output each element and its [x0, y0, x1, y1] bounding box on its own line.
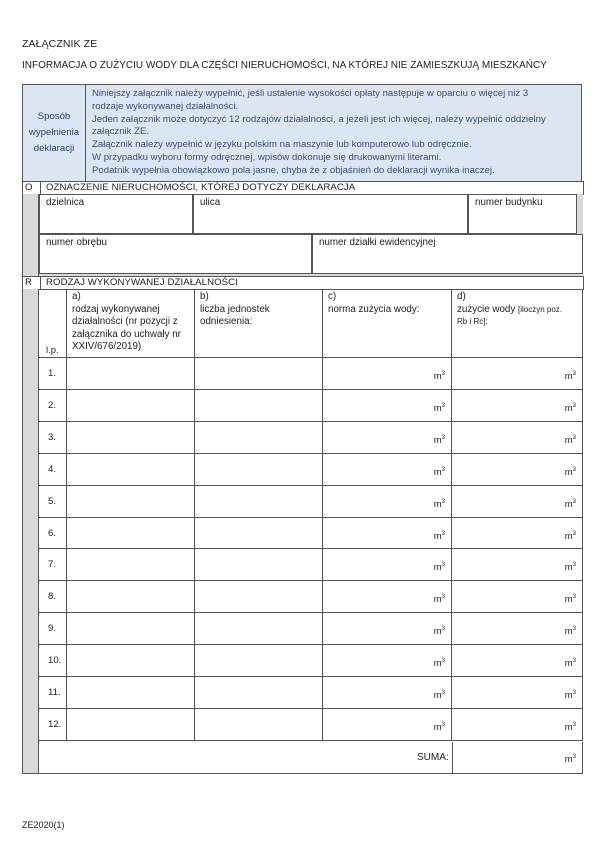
lp-header-label: l.p. [46, 345, 59, 356]
unit-m3 [565, 690, 576, 701]
unit-m3 [565, 722, 576, 733]
column-a-text: rodzaj wykonywanej [72, 303, 160, 315]
row-number-cell [39, 422, 67, 454]
activity-type-field[interactable] [67, 709, 195, 741]
row-number-cell [39, 454, 67, 486]
unit-m3 [434, 371, 445, 382]
unit-superscript: 3 [441, 531, 445, 537]
instructions-label-line: wypełnienia [28, 126, 80, 138]
unit-superscript: 3 [572, 658, 576, 664]
unit-superscript: 3 [572, 722, 576, 728]
ulica-field[interactable] [193, 194, 468, 234]
row-number: 11. [48, 687, 61, 698]
unit-m3 [434, 722, 445, 733]
units-count-field[interactable] [195, 677, 323, 709]
row-number: 8. [48, 591, 57, 602]
unit-label: m [564, 435, 573, 447]
unit-m3 [565, 499, 576, 510]
unit-superscript: 3 [441, 435, 445, 441]
water-usage-field[interactable] [452, 486, 583, 518]
ulica-label: ulica [200, 197, 221, 208]
unit-superscript: 3 [441, 690, 445, 696]
row-number-cell [39, 709, 67, 741]
unit-m3 [565, 467, 576, 478]
activity-type-field[interactable] [67, 677, 195, 709]
numer-obrebu-field[interactable] [39, 234, 312, 274]
unit-m3 [565, 626, 576, 637]
unit-m3 [565, 594, 576, 605]
unit-m3 [565, 435, 576, 446]
unit-label: m [564, 626, 573, 638]
unit-m3 [434, 626, 445, 637]
activity-type-field[interactable] [67, 486, 195, 518]
water-norm-field[interactable] [323, 549, 452, 581]
units-count-field[interactable] [195, 709, 323, 741]
unit-m3 [434, 690, 445, 701]
water-norm-field[interactable] [323, 390, 452, 422]
unit-label: m [564, 467, 573, 479]
row-number-cell [39, 518, 67, 549]
units-count-field[interactable] [195, 390, 323, 422]
water-norm-field[interactable] [323, 709, 452, 741]
units-count-field[interactable] [195, 581, 323, 613]
unit-label: m [433, 467, 442, 479]
unit-m3 [565, 403, 576, 414]
row-number: 3. [48, 432, 57, 443]
unit-superscript: 3 [572, 435, 576, 441]
instruction-line: Niniejszy załącznik należy wypełnić, jeśli ustalenie wysokości opłaty następuje w oparciu o więcej niż 3 [92, 88, 529, 99]
row-number: 10. [48, 655, 62, 666]
column-b-text: odniesienia: [200, 316, 253, 327]
unit-label: m [433, 690, 442, 702]
unit-m3 [565, 531, 576, 542]
instructions-label-line: Sposób [37, 110, 71, 122]
dzielnica-field[interactable] [39, 194, 193, 234]
instruction-line: Jeden załącznik może dotyczyć 12 rodzajów działalności, a jeżeli jest ich więcej, należy wypełnić oddzielny [92, 113, 546, 125]
unit-label: m [564, 690, 573, 702]
unit-superscript: 3 [572, 562, 576, 568]
water-usage-field[interactable] [452, 677, 583, 709]
unit-superscript: 3 [572, 371, 576, 377]
unit-label: m [564, 562, 573, 574]
unit-label: m [433, 531, 442, 543]
unit-m3 [434, 594, 445, 605]
column-d-text-main: zużycie wody [457, 303, 516, 315]
activity-type-field[interactable] [67, 581, 195, 613]
unit-superscript: 3 [441, 594, 445, 600]
instruction-line: rodzaje wykonywanej działalności. [92, 100, 239, 112]
row-number-cell [39, 486, 67, 518]
section-r-title: RODZAJ WYKONYWANEJ DZIAŁALNOŚCI [46, 277, 238, 288]
units-count-field[interactable] [195, 549, 323, 581]
units-count-field[interactable] [195, 613, 323, 645]
page-title: ZAŁĄCZNIK ZE [22, 38, 98, 50]
unit-label: m [433, 435, 442, 447]
unit-m3 [434, 531, 445, 542]
column-d-letter: d) [457, 291, 466, 302]
water-usage-field[interactable] [452, 422, 583, 454]
numer-obrebu-label: numer obrębu [46, 237, 107, 248]
units-count-field[interactable] [195, 486, 323, 518]
section-o-letter: O [23, 182, 41, 194]
instructions-box [22, 84, 582, 182]
unit-label: m [564, 371, 573, 383]
water-norm-field[interactable] [323, 518, 452, 549]
unit-label: m [564, 531, 573, 543]
water-usage-field[interactable] [452, 549, 583, 581]
activity-type-field[interactable] [67, 518, 195, 549]
numer-dzialki-field[interactable] [312, 234, 583, 274]
numer-budynku-label: numer budynku [475, 197, 543, 208]
column-a-text: załącznika do uchwały nr [72, 328, 181, 340]
row-number: 7. [48, 559, 57, 570]
unit-label: m [564, 594, 573, 606]
column-d-text-note: Rb i Rc]: [457, 317, 488, 326]
units-count-field[interactable] [195, 422, 323, 454]
unit-label: m [564, 658, 573, 670]
row-number: 6. [48, 528, 57, 539]
unit-superscript: 3 [572, 467, 576, 473]
water-norm-field[interactable] [323, 581, 452, 613]
row-number: 2. [48, 400, 57, 411]
unit-m3 [434, 467, 445, 478]
row-number-cell [39, 613, 67, 645]
units-count-field[interactable] [195, 358, 323, 390]
water-usage-field[interactable] [452, 454, 583, 486]
dzielnica-label: dzielnica [46, 197, 85, 208]
activity-type-field[interactable] [67, 613, 195, 645]
page-subtitle: INFORMACJA O ZUŻYCIU WODY DLA CZĘŚCI NIERUCHOMOŚCI, NA KTÓREJ NIE ZAMIESZKUJĄ MIESZKAŃCY [22, 60, 547, 71]
water-norm-field[interactable] [323, 486, 452, 518]
unit-superscript: 3 [572, 499, 576, 505]
row-number-cell [39, 390, 67, 422]
activity-type-field[interactable] [67, 422, 195, 454]
unit-label: m [433, 594, 442, 606]
unit-m3 [434, 658, 445, 669]
row-number-cell [39, 549, 67, 581]
unit-superscript: 3 [572, 754, 576, 760]
activity-type-field[interactable] [67, 358, 195, 390]
unit-superscript: 3 [572, 594, 576, 600]
lp-header [39, 289, 67, 358]
instructions-label-line: deklaracji [33, 142, 75, 154]
instruction-line: załącznik ZE. [92, 126, 150, 138]
column-d-text [457, 304, 578, 317]
suma-unit [565, 754, 576, 765]
unit-label: m [433, 722, 442, 734]
column-a-text: działalności (nr pozycji z [72, 316, 178, 327]
unit-superscript: 3 [441, 658, 445, 664]
water-norm-field[interactable] [323, 422, 452, 454]
unit-superscript: 3 [441, 562, 445, 568]
unit-label: m [564, 754, 573, 766]
unit-superscript: 3 [572, 531, 576, 537]
unit-label: m [564, 403, 573, 415]
column-b-header [195, 289, 323, 358]
form-code: ZE2020(1) [22, 820, 65, 830]
water-norm-field[interactable] [323, 358, 452, 390]
row-number: 4. [48, 464, 57, 475]
water-usage-field[interactable] [452, 613, 583, 645]
unit-superscript: 3 [441, 403, 445, 409]
water-norm-field[interactable] [323, 645, 452, 677]
section-r-header [22, 276, 584, 290]
unit-m3 [434, 435, 445, 446]
row-number: 1. [48, 368, 57, 379]
unit-superscript: 3 [441, 722, 445, 728]
unit-m3 [565, 371, 576, 382]
unit-superscript: 3 [441, 626, 445, 632]
unit-m3 [565, 658, 576, 669]
instruction-line: Podatnik wypełnia obowiązkowo pola jasne, chyba że z objaśnień do deklaracji wynika inaczej. [92, 164, 495, 176]
units-count-field[interactable] [195, 454, 323, 486]
activity-type-field[interactable] [67, 390, 195, 422]
unit-label: m [433, 499, 442, 511]
row-number: 9. [48, 623, 57, 634]
section-r-margin [22, 289, 39, 774]
numer-dzialki-label: numer działki ewidencyjnej [319, 237, 436, 248]
suma-label: SUMA: [417, 752, 449, 763]
row-number-cell [39, 581, 67, 613]
section-o-header [22, 181, 584, 195]
water-usage-field[interactable] [452, 645, 583, 677]
column-c-header [323, 289, 452, 358]
section-o-margin [22, 194, 39, 277]
water-norm-field[interactable] [323, 677, 452, 709]
instruction-line: Załącznik należy wypełnić w języku polskim na maszynie lub komputerowo lub odręcznie. [92, 139, 472, 151]
unit-superscript: 3 [441, 499, 445, 505]
column-b-letter: b) [200, 291, 209, 302]
row-number-cell [39, 358, 67, 390]
row-number-cell [39, 677, 67, 709]
unit-label: m [564, 499, 573, 511]
column-a-letter: a) [72, 291, 81, 302]
units-count-field[interactable] [195, 645, 323, 677]
unit-superscript: 3 [441, 467, 445, 473]
column-a-text: XXIV/676/2019) [72, 341, 142, 352]
unit-m3 [434, 562, 445, 573]
unit-label: m [433, 626, 442, 638]
column-c-letter: c) [328, 291, 337, 302]
units-count-field[interactable] [195, 518, 323, 549]
row-number: 12. [48, 719, 62, 730]
water-usage-field[interactable] [452, 518, 583, 549]
section-r-letter: R [23, 277, 41, 289]
unit-superscript: 3 [572, 626, 576, 632]
activity-type-field[interactable] [67, 454, 195, 486]
water-usage-field[interactable] [452, 358, 583, 390]
unit-superscript: 3 [572, 690, 576, 696]
column-c-text: norma zużycia wody: [328, 303, 420, 315]
column-b-text: liczba jednostek [200, 303, 270, 315]
water-norm-field[interactable] [323, 613, 452, 645]
column-a-header [67, 289, 195, 358]
section-o-title: OZNACZENIE NIERUCHOMOŚCI, KTÓREJ DOTYCZY DEKLARACJA [46, 182, 356, 193]
unit-label: m [564, 722, 573, 734]
unit-label: m [433, 371, 442, 383]
unit-label: m [433, 403, 442, 415]
instruction-line: W przypadku wyboru formy odręcznej, wpisów dokonuje się drukowanymi literami. [92, 151, 442, 163]
activity-type-field[interactable] [67, 549, 195, 581]
row-number: 5. [48, 496, 57, 507]
water-usage-field[interactable] [452, 709, 583, 741]
unit-m3 [565, 562, 576, 573]
column-d-text-note: [iloczyn poz. [518, 304, 563, 314]
water-usage-field[interactable] [452, 581, 583, 613]
water-usage-field[interactable] [452, 390, 583, 422]
unit-m3 [434, 403, 445, 414]
numer-budynku-field[interactable] [468, 194, 577, 234]
unit-label: m [433, 562, 442, 574]
unit-m3 [434, 499, 445, 510]
row-number-cell [39, 645, 67, 677]
suma-value-field[interactable] [452, 742, 583, 774]
unit-label: m [433, 658, 442, 670]
column-d-header [452, 289, 583, 358]
instructions-text [86, 85, 582, 182]
activity-type-field[interactable] [67, 645, 195, 677]
instructions-label [23, 85, 86, 182]
unit-superscript: 3 [572, 403, 576, 409]
unit-superscript: 3 [441, 371, 445, 377]
water-norm-field[interactable] [323, 454, 452, 486]
